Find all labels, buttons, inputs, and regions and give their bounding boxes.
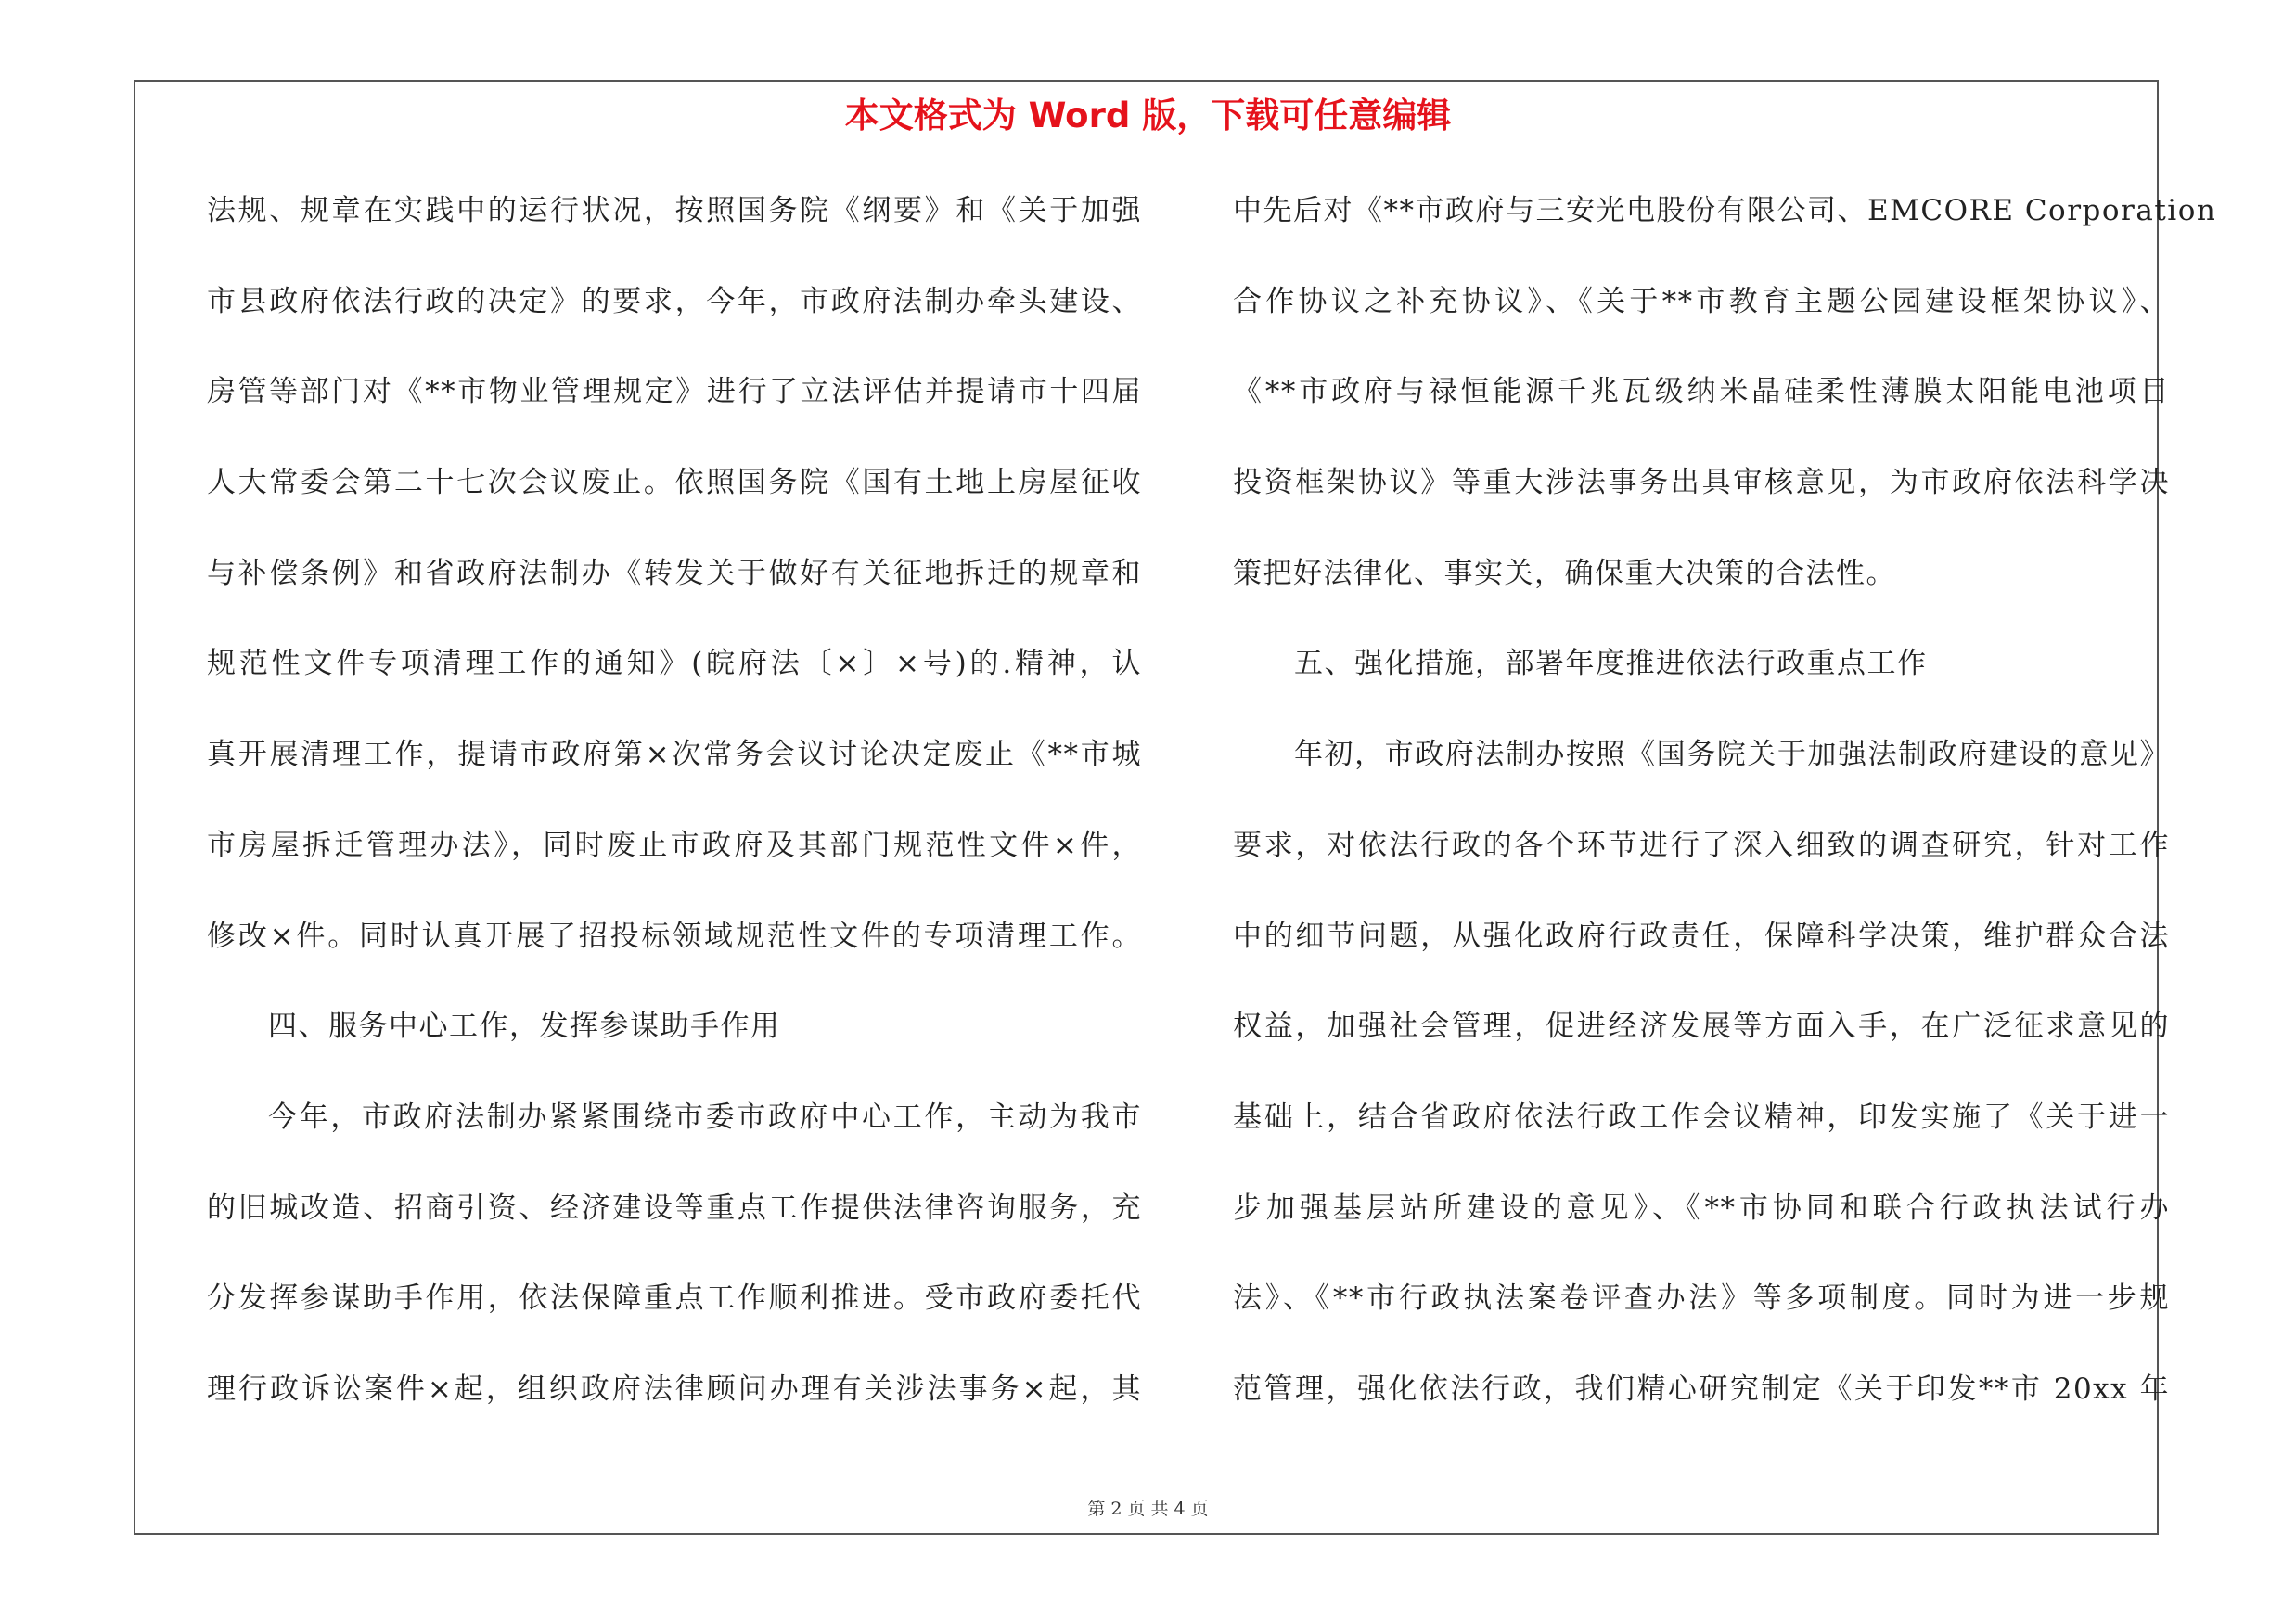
text-line: 范管理，强化依法行政，我们精心研究制定《关于印发**市 20xx 年 (1233, 1372, 2170, 1406)
text-line: 五、强化措施，部署年度推进依法行政重点工作 (1294, 647, 1928, 681)
text-line: 真开展清理工作，提请市政府第×次常务会议讨论决定废止《**市城 (207, 738, 1142, 772)
text-line: 步加强基层站所建设的意见》、《**市协同和联合行政执法试行办 (1233, 1191, 2170, 1225)
text-line: 投资框架协议》等重大涉法事务出具审核意见，为市政府依法科学决 (1233, 466, 2170, 500)
text-line: 合作协议之补充协议》、《关于**市教育主题公园建设框架协议》、 (1233, 284, 2170, 318)
right-column (1233, 183, 2217, 1452)
text-line: 基础上，结合省政府依法行政工作会议精神，印发实施了《关于进一 (1233, 1100, 2170, 1134)
text-line: 市房屋拆迁管理办法》，同时废止市政府及其部门规范性文件×件， (207, 828, 1142, 862)
text-line: 今年，市政府法制办紧紧围绕市委市政府中心工作，主动为我市 (268, 1100, 1142, 1134)
text-line: 房管等部门对《**市物业管理规定》进行了立法评估并提请市十四届 (207, 375, 1142, 409)
text-line: 与补偿条例》和省政府法制办《转发关于做好有关征地拆迁的规章和 (207, 556, 1142, 590)
text-line: 理行政诉讼案件×起，组织政府法律顾问办理有关涉法事务×起，其 (207, 1372, 1142, 1406)
page-footer: 第 2 页 共 4 页 (1087, 1499, 1209, 1519)
text-line: 中的细节问题，从强化政府行政责任，保障科学决策，维护群众合法 (1233, 919, 2170, 953)
text-line: 四、服务中心工作，发挥参谋助手作用 (268, 1010, 781, 1044)
text-line: 的旧城改造、招商引资、经济建设等重点工作提供法律咨询服务，充 (207, 1191, 1142, 1225)
text-line: 人大常委会第二十七次会议废止。依照国务院《国有土地上房屋征收 (207, 466, 1142, 500)
format-banner: 本文格式为 Word 版，下载可任意编辑 (844, 96, 1452, 135)
text-line: 规范性文件专项清理工作的通知》(皖府法〔×〕×号)的.精神，认 (207, 647, 1142, 681)
text-line: 权益，加强社会管理，促进经济发展等方面入手，在广泛征求意见的 (1233, 1010, 2170, 1044)
text-line: 市县政府依法行政的决定》的要求，今年，市政府法制办牵头建设、 (207, 284, 1142, 318)
text-line: 分发挥参谋助手作用，依法保障重点工作顺利推进。受市政府委托代 (207, 1282, 1142, 1316)
text-line: 法》、《**市行政执法案卷评查办法》等多项制度。同时为进一步规 (1233, 1282, 2170, 1316)
text-line: 要求，对依法行政的各个环节进行了深入细致的调查研究，针对工作 (1233, 828, 2170, 862)
left-column (207, 183, 1142, 1452)
text-line: 修改×件。同时认真开展了招投标领域规范性文件的专项清理工作。 (207, 919, 1142, 953)
text-line: 中先后对《**市政府与三安光电股份有限公司、EMCORE Corporation (1233, 194, 2217, 227)
text-line: 策把好法律化、事实关，确保重大决策的合法性。 (1233, 556, 1896, 590)
text-line: 法规、规章在实践中的运行状况，按照国务院《纲要》和《关于加强 (207, 194, 1142, 227)
text-line: 《**市政府与禄恒能源千兆瓦级纳米晶硅柔性薄膜太阳能电池项目 (1233, 375, 2170, 409)
text-line: 年初，市政府法制办按照《国务院关于加强法制政府建设的意见》 (1294, 738, 2170, 772)
